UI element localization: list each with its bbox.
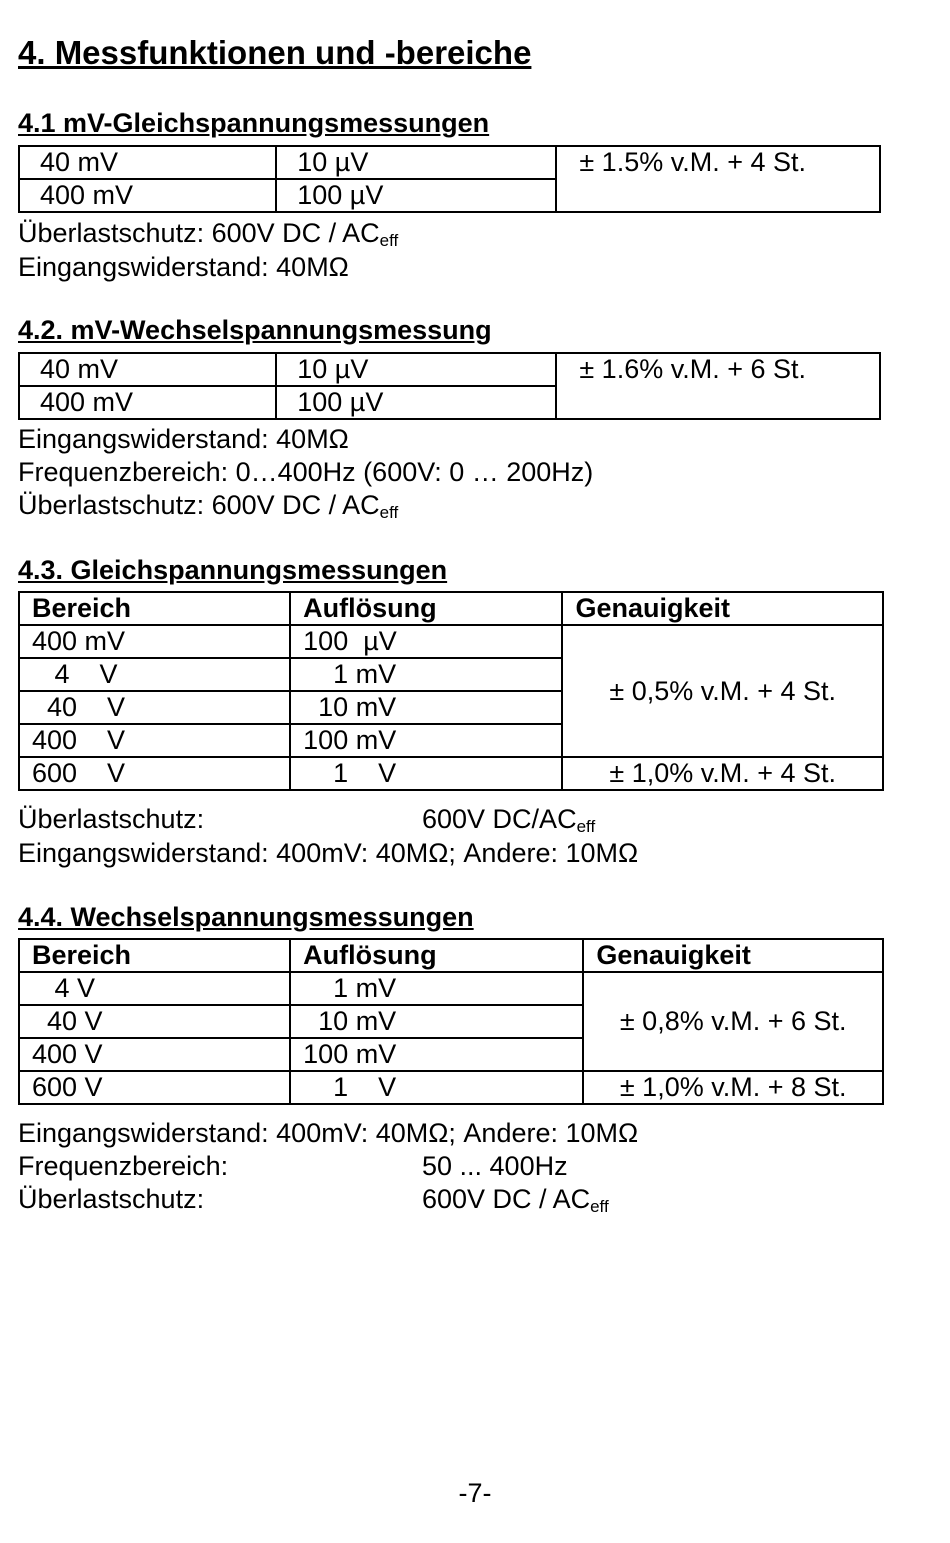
page-number: -7- — [458, 1478, 492, 1508]
section-heading-4-2: 4.2. mV-Wechselspannungsmessung — [18, 315, 492, 345]
note-input-resistance: Eingangswiderstand: 400mV: 40MΩ; Andere: 10MΩ — [18, 1118, 639, 1148]
range-cell: 600 V — [19, 1071, 290, 1104]
resolution-cell: 10 µV — [276, 146, 556, 179]
table-row — [19, 757, 883, 790]
range-cell: 4 V — [19, 658, 290, 691]
resolution-cell: 100 µV — [276, 179, 556, 212]
resolution-cell: 10 mV — [290, 691, 562, 724]
resolution-cell: 1 V — [290, 757, 562, 790]
subscript: eff — [576, 817, 596, 836]
resolution-cell: 100 mV — [290, 1038, 583, 1071]
resolution-cell: 100 mV — [290, 724, 562, 757]
accuracy-cell: ± 1,0% v.M. + 4 St. — [562, 757, 883, 790]
page-title: 4. Messfunktionen und -bereiche — [18, 34, 532, 71]
column-header-accuracy: Genauigkeit — [562, 592, 883, 625]
range-cell: 600 V — [19, 757, 290, 790]
resolution-cell: 10 mV — [290, 1005, 583, 1038]
range-cell: 400 V — [19, 1038, 290, 1071]
accuracy-cell: ± 0,5% v.M. + 4 St. — [562, 625, 883, 757]
accuracy-cell: ± 1,0% v.M. + 8 St. — [583, 1071, 883, 1104]
note-input-resistance: Eingangswiderstand: 40MΩ — [18, 424, 349, 454]
resolution-cell: 1 V — [290, 1071, 583, 1104]
note-input-resistance: Eingangswiderstand: 400mV: 40MΩ; Andere: 10MΩ — [18, 838, 639, 868]
range-cell: 40 V — [19, 1005, 290, 1038]
accuracy-cell: ± 1.5% v.M. + 4 St. — [556, 146, 880, 212]
table-mv-dc — [18, 145, 881, 213]
note-frequency-range: Frequenzbereich: 0…400Hz (600V: 0 … 200Hz) — [18, 457, 594, 487]
resolution-cell: 100 µV — [290, 625, 562, 658]
table-row — [19, 625, 883, 658]
resolution-cell: 100 µV — [276, 386, 556, 419]
table-dc-voltage — [18, 591, 884, 791]
range-cell: 400 V — [19, 724, 290, 757]
note-frequency-range: Frequenzbereich: 50 ... 400Hz — [18, 1151, 568, 1181]
table-header-row — [19, 939, 883, 972]
range-cell: 40 mV — [19, 146, 276, 179]
column-header-range: Bereich — [19, 939, 290, 972]
table-ac-voltage — [18, 938, 884, 1105]
note-input-resistance: Eingangswiderstand: 40MΩ — [18, 252, 349, 282]
table-row — [19, 146, 880, 179]
resolution-cell: 1 mV — [290, 658, 562, 691]
accuracy-cell: ± 1.6% v.M. + 6 St. — [556, 353, 880, 419]
subscript: eff — [379, 231, 399, 250]
range-cell: 400 mV — [19, 625, 290, 658]
subscript: eff — [590, 1197, 609, 1216]
range-cell: 400 mV — [19, 386, 276, 419]
table-mv-ac — [18, 352, 881, 420]
note-overload: Überlastschutz: 600V DC / $AC_{eff}$ — [18, 490, 399, 522]
table-row — [19, 353, 880, 386]
subscript: eff — [379, 503, 399, 522]
accuracy-cell: ± 0,8% v.M. + 6 St. — [583, 972, 883, 1071]
range-cell: 4 V — [19, 972, 290, 1005]
resolution-cell: 10 µV — [276, 353, 556, 386]
note-overload: Überlastschutz: 600V DC / $AC_{eff}$ — [18, 1184, 609, 1216]
range-cell: 40 V — [19, 691, 290, 724]
table-row — [19, 972, 883, 1005]
note-overload: Überlastschutz: 600V DC / $AC_{eff}$ — [18, 218, 399, 250]
section-heading-4-3: 4.3. Gleichspannungsmessungen — [18, 555, 448, 585]
table-row — [19, 1071, 883, 1104]
section-heading-4-4: 4.4. Wechselspannungsmessungen — [18, 902, 474, 932]
column-header-range: Bereich — [19, 592, 290, 625]
range-cell: 400 mV — [19, 179, 276, 212]
range-cell: 40 mV — [19, 353, 276, 386]
column-header-resolution: Auflösung — [290, 939, 583, 972]
table-header-row — [19, 592, 883, 625]
resolution-cell: 1 mV — [290, 972, 583, 1005]
column-header-resolution: Auflösung — [290, 592, 562, 625]
section-heading-4-1: 4.1 mV-Gleichspannungsmessungen — [18, 108, 490, 138]
note-overload: Überlastschutz: 600V $DC/AC_{eff}$ — [18, 804, 596, 836]
column-header-accuracy: Genauigkeit — [583, 939, 883, 972]
